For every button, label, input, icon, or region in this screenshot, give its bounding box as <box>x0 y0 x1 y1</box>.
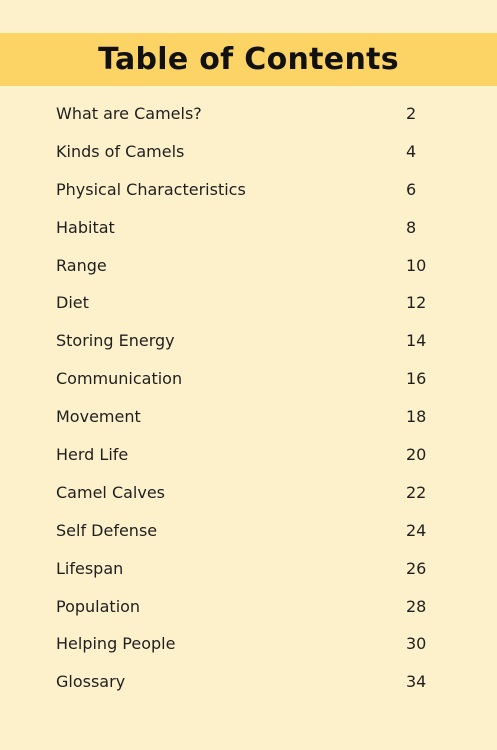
toc-entry-page: 22 <box>406 482 427 502</box>
toc-entry[interactable] <box>56 625 440 663</box>
toc-entry-label: Storing Energy <box>56 331 175 351</box>
toc-entry-page: 34 <box>406 672 427 692</box>
toc-entry-page: 26 <box>406 558 427 578</box>
toc-entry[interactable] <box>56 360 440 398</box>
toc-entry[interactable] <box>56 663 440 701</box>
toc-entry-page: 2 <box>406 103 417 123</box>
toc-entry-page: 16 <box>406 369 427 389</box>
toc-entry-label: Glossary <box>56 672 126 692</box>
toc-entry[interactable] <box>56 436 440 474</box>
toc-entry[interactable] <box>56 133 440 171</box>
toc-entry-page: 8 <box>406 217 417 237</box>
toc-entry[interactable] <box>56 322 440 360</box>
toc-entry-label: What are Camels? <box>56 103 202 123</box>
toc-entry-label: Movement <box>56 407 141 427</box>
toc-entry[interactable] <box>56 550 440 588</box>
toc-entry-label: Communication <box>56 369 183 389</box>
toc-entry-label: Helping People <box>56 634 176 654</box>
toc-entry[interactable] <box>56 209 440 247</box>
toc-entry[interactable] <box>56 588 440 626</box>
page-title: Table of Contents <box>98 42 399 77</box>
toc-entry[interactable] <box>56 512 440 550</box>
toc-entry[interactable] <box>56 398 440 436</box>
toc-entry-page: 20 <box>406 444 427 464</box>
toc-entry-page: 30 <box>406 634 427 654</box>
toc-entry-label: Population <box>56 596 141 616</box>
toc-entry-label: Self Defense <box>56 520 158 540</box>
table-of-contents-list <box>56 95 440 701</box>
toc-entry-label: Herd Life <box>56 444 129 464</box>
toc-entry-label: Diet <box>56 293 89 313</box>
toc-entry[interactable] <box>56 474 440 512</box>
toc-entry-page: 6 <box>406 179 417 199</box>
toc-entry-page: 18 <box>406 407 427 427</box>
toc-entry-label: Lifespan <box>56 558 124 578</box>
toc-entry-label: Habitat <box>56 217 115 237</box>
toc-entry[interactable] <box>56 284 440 322</box>
toc-entry-page: 4 <box>406 141 417 161</box>
toc-entry[interactable] <box>56 95 440 133</box>
toc-entry-label: Physical Characteristics <box>56 179 246 199</box>
toc-entry[interactable] <box>56 171 440 209</box>
toc-entry-page: 24 <box>406 520 427 540</box>
toc-entry-page: 28 <box>406 596 427 616</box>
toc-entry-label: Range <box>56 255 107 275</box>
toc-entry-page: 12 <box>406 293 427 313</box>
toc-entry-page: 10 <box>406 255 427 275</box>
toc-entry[interactable] <box>56 247 440 285</box>
title-band <box>0 33 497 86</box>
toc-entry-page: 14 <box>406 331 427 351</box>
toc-entry-label: Camel Calves <box>56 482 166 502</box>
toc-entry-label: Kinds of Camels <box>56 141 185 161</box>
